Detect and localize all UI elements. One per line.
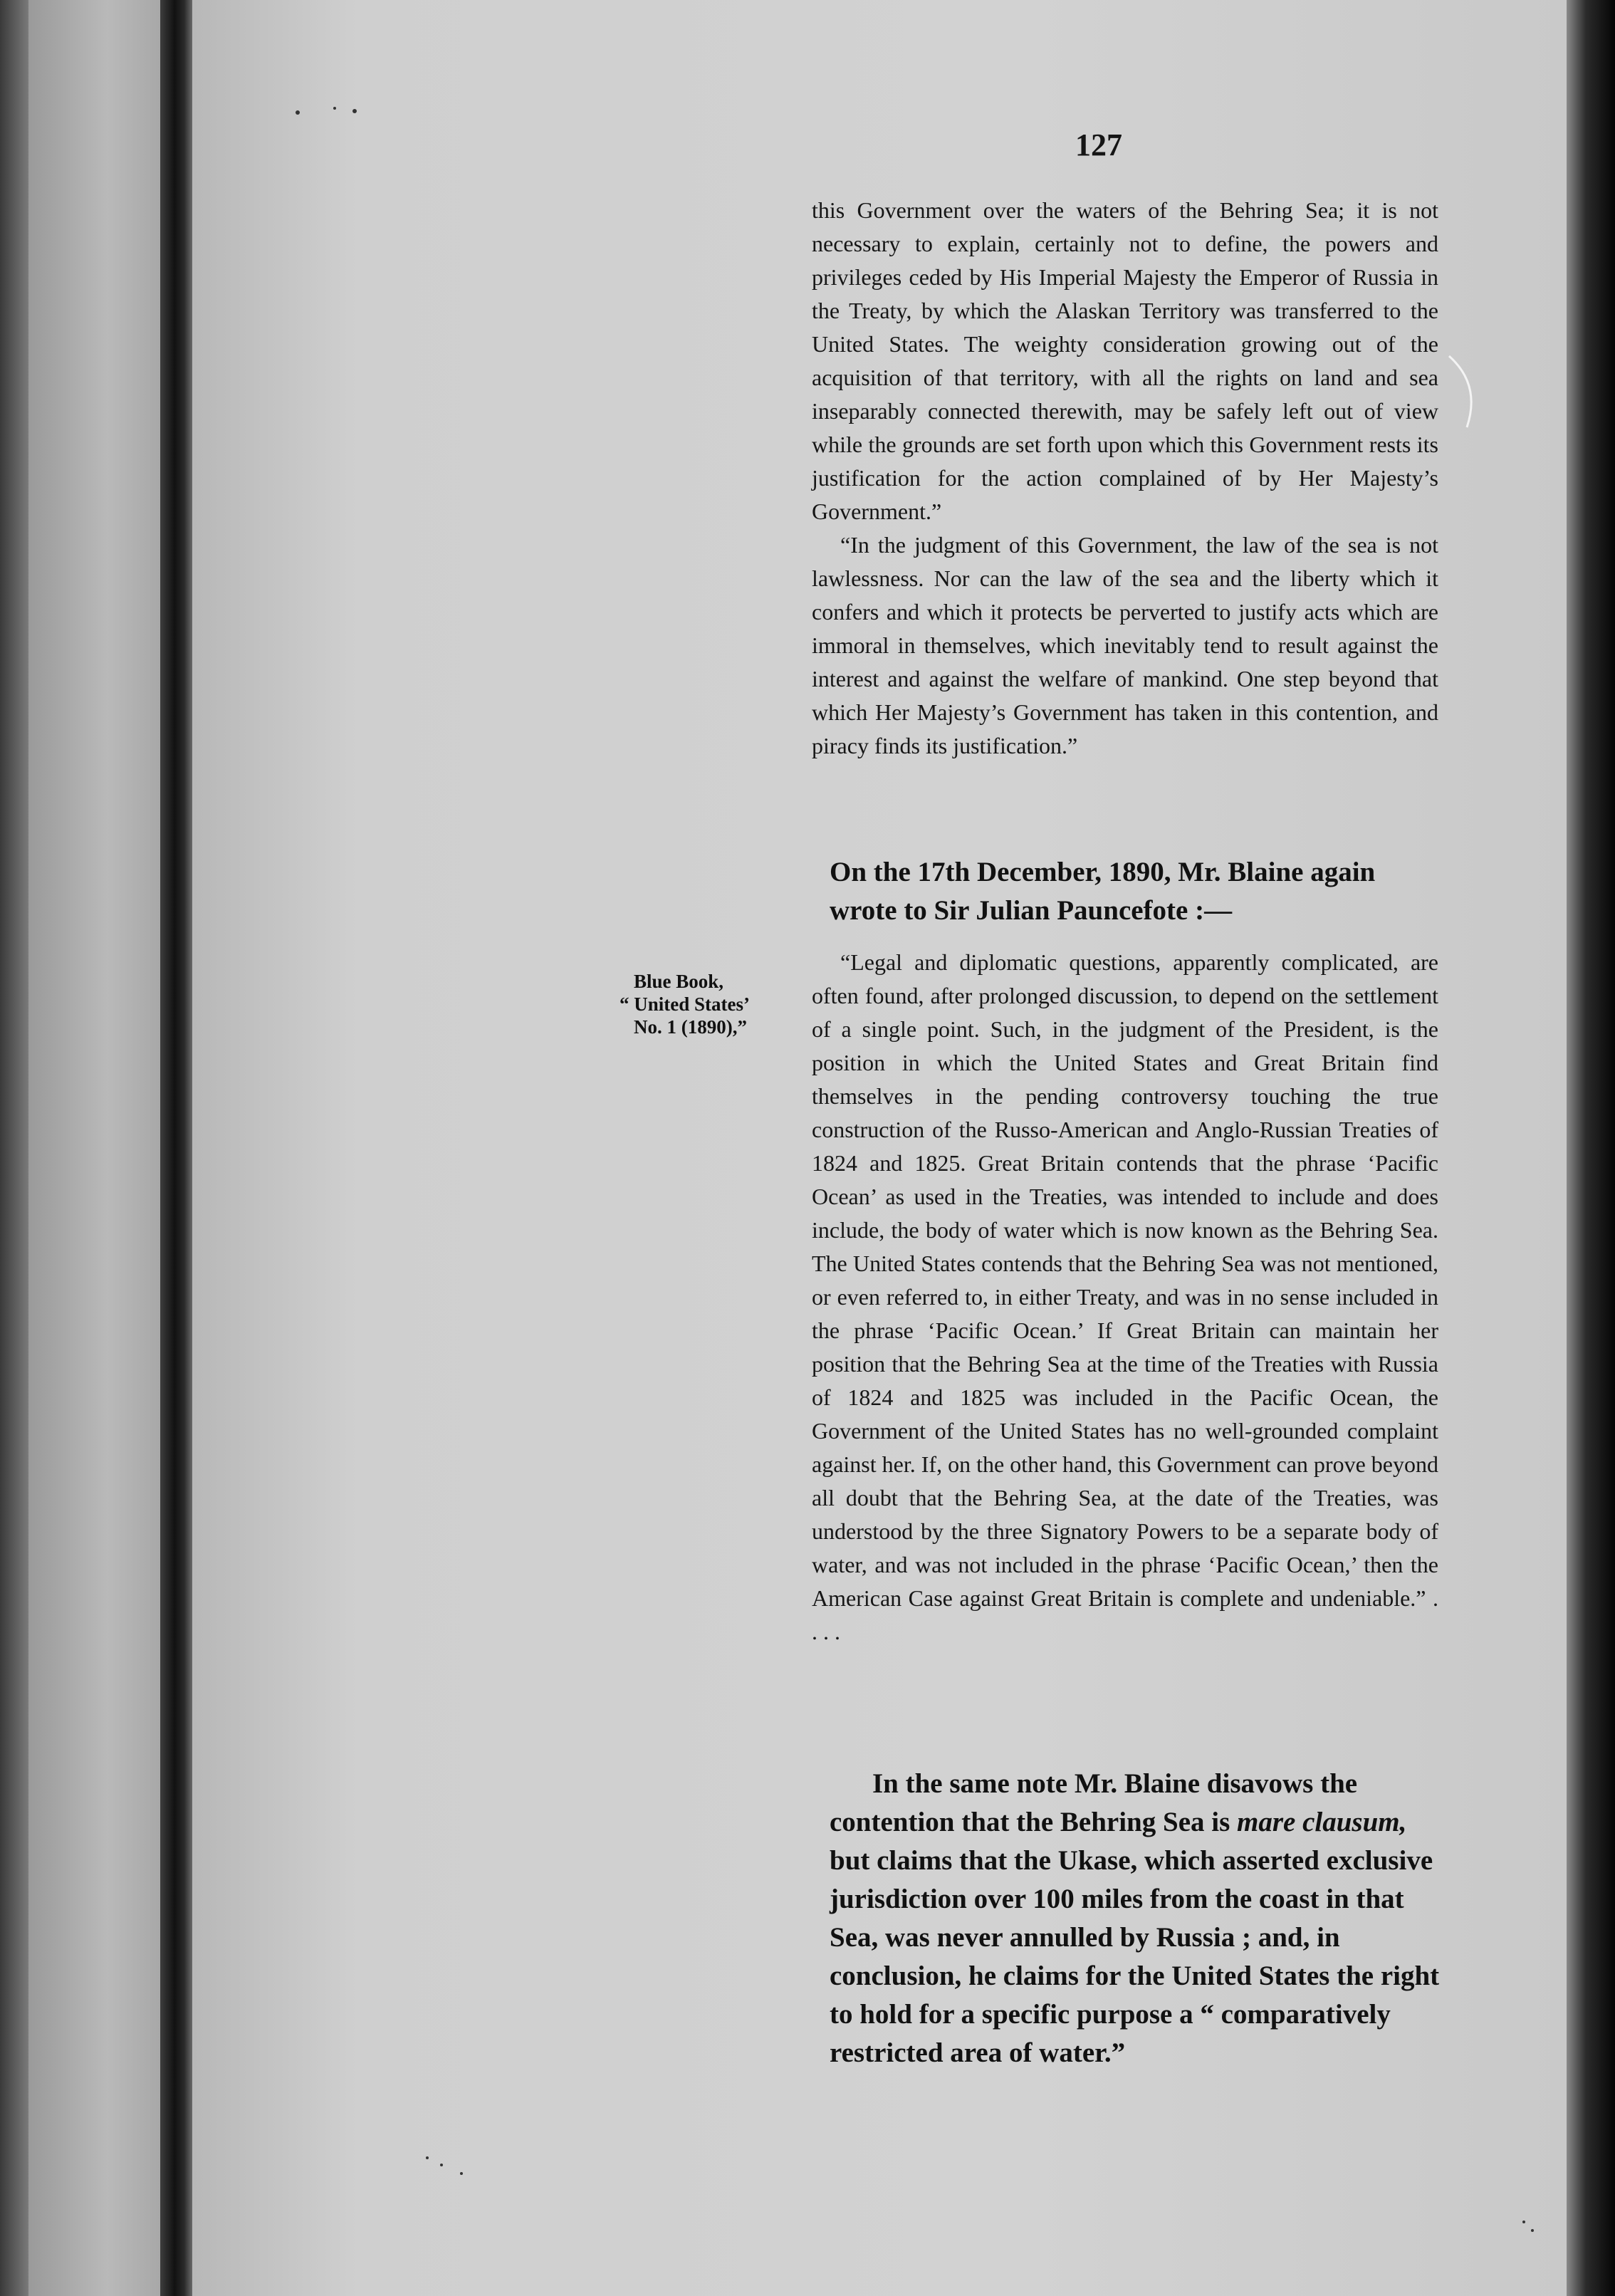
quote-paragraph: “Legal and diplomatic questions, apparently complicated, are often found, after prolonged discussion, to depend on the settlement of a single point. Such, in the judgment of the President, is the position in which the United States and Great Britain find themselves in the pending controversy touching the true construction of the Russo-American and Anglo-Russian Treaties of 1824 and 1825. Great Britain contends that the phrase ‘Pacific Ocean’ as used in the Treaties, was intended to include and does include, the body of water which is now known as the Behring Sea. The United States contends that the Behring Sea was not mentioned, or even referred to, in either Treaty, and was in no sense included in the phrase ‘Pacific Ocean.’ If Great Britain can maintain her position that the Behring Sea at the time of the Treaties with Russia of 1824 and 1825 was included in the Pacific Ocean, the Government of the United States has no well-grounded complaint against her. If, on the other hand, this Government can prove beyond all doubt that the Behring Sea, at the date of the Treaties, was understood by the three Signatory Powers to be a separate body of water, and was not included in the phrase ‘Pacific Ocean,’ then the American Case against Great Britain is complete and undeniable.” . . . . [812, 949, 1438, 1644]
quote-paragraph: “In the judgment of this Government, the law of the sea is not lawlessness. Nor can the law of the sea and the liberty which it confers and which it protects be perverted to justify acts which are immoral in themselves, which inevitably tend to result against the interest and against the welfare of mankind. One step beyond that which Her Majesty’s Government has taken in this contention, and piracy finds its justification.” [812, 532, 1438, 758]
narrative-text-part: In the same note Mr. Blaine disavows the contention that the Behring Sea is [830, 1768, 1358, 1837]
book-right-edge [1567, 0, 1615, 2296]
quote-blaine-2 [812, 946, 1438, 1649]
margin-citation-line: “ United States’ [620, 993, 750, 1015]
margin-citation-line: Blue Book, [634, 971, 724, 992]
page-number: 127 [1075, 127, 1122, 162]
margin-citation [620, 970, 790, 1038]
previous-page-sliver [28, 0, 160, 2296]
narrative-heading-2 [830, 1765, 1443, 2072]
book-left-edge [0, 0, 28, 2296]
narrative-text [830, 1765, 1443, 2072]
book-gutter [160, 0, 192, 2296]
margin-citation-line: No. 1 (1890),” [634, 1016, 747, 1038]
narrative-text: On the 17th December, 1890, Mr. Blaine again wrote to Sir Julian Pauncefote :— [830, 857, 1376, 926]
narrative-heading-1 [830, 853, 1443, 930]
quote-paragraph: this Government over the waters of the Behring Sea; it is not necessary to explain, certainly not to define, the powers and privileges ceded by His Imperial Majesty the Emperor of Russia in the Treaty, by which the Alaskan Territory was transferred to the United States. The weighty consideration growing out of the acquisition of that territory, with all the rights on land and sea inseparably connected therewith, may be safely left out of view while the grounds are set forth upon which this Government rests its justification for the action complained of by Her Majesty’s Government.” [812, 197, 1438, 524]
italic-term: mare clausum, [1237, 1807, 1407, 1837]
narrative-text-part: but claims that the Ukase, which asserted exclusive jurisdiction over 100 miles from the coast in that Sea, was never annulled by Russia ; and, in conclusion, he claims for the United States the right to hold for a specific purpose a “ comparatively restricted area of water.” [830, 1845, 1440, 2068]
quote-blaine-1 [812, 194, 1438, 763]
